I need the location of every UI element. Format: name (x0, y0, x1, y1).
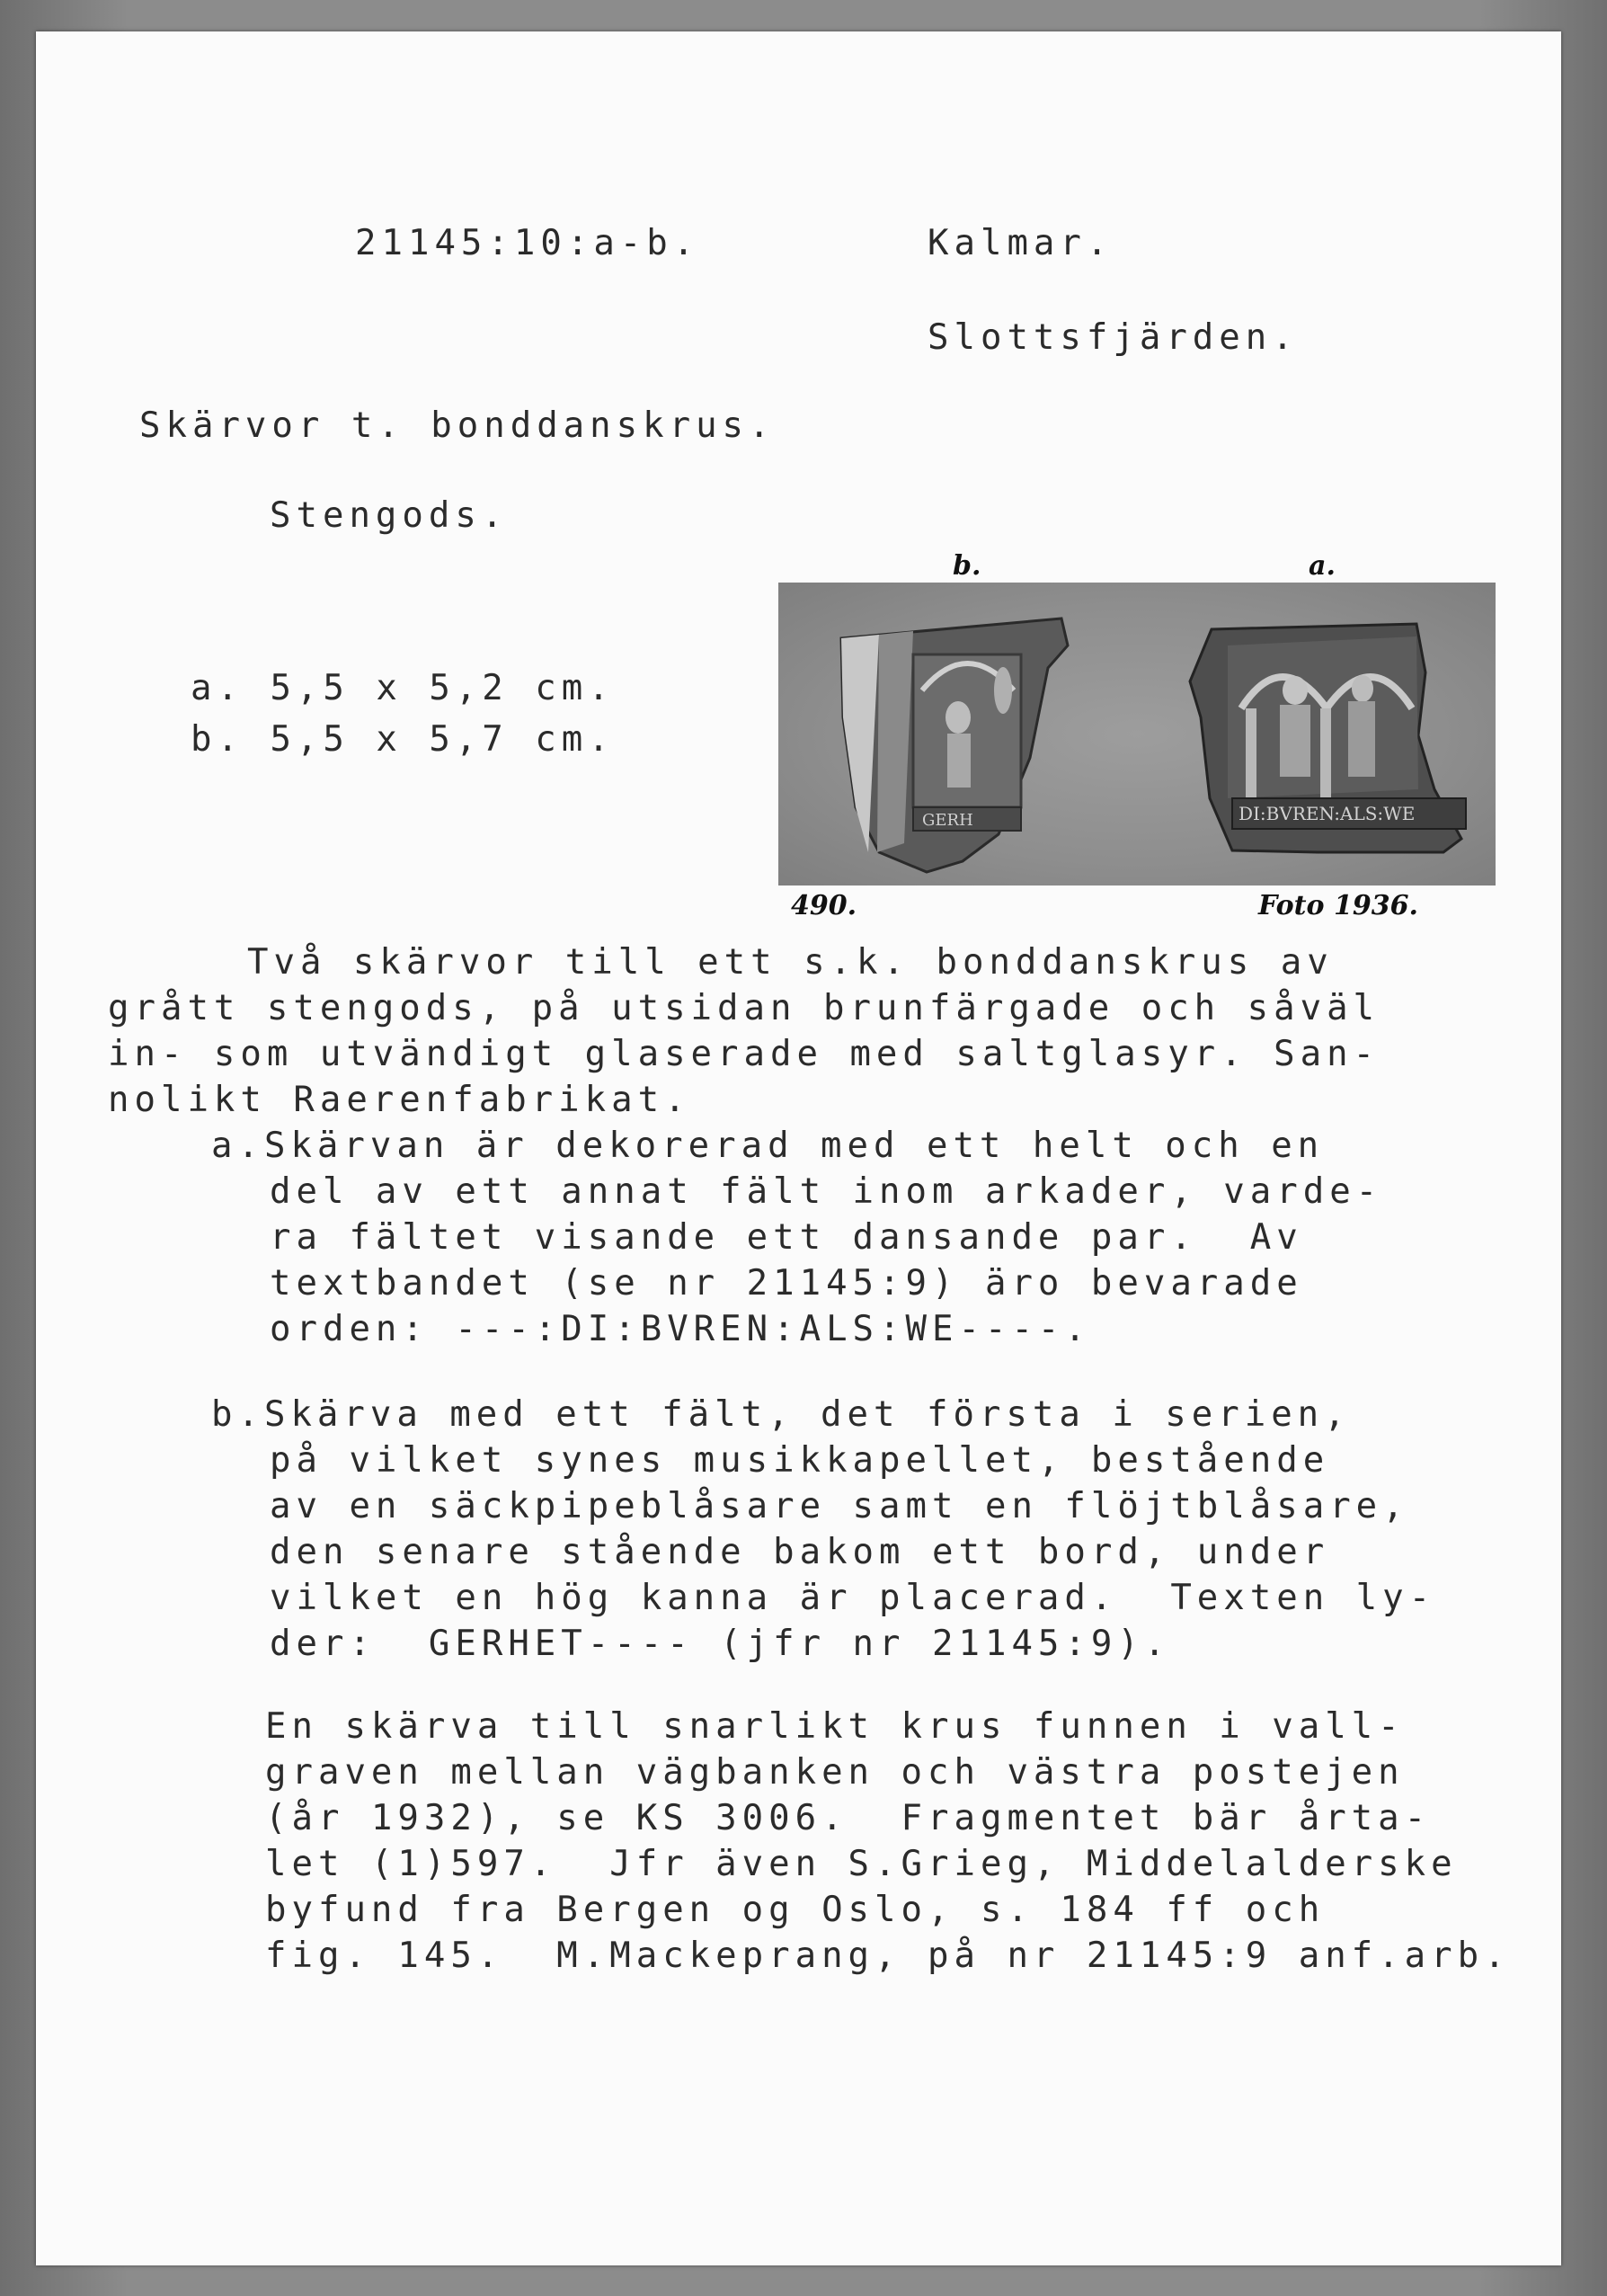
part-a-line-1: a.Skärvan är dekorerad med ett helt och en (211, 1126, 1325, 1166)
intro-line-2: grått stengods, på utsidan brunfärgade och såväl (108, 988, 1381, 1028)
part-b-line-3: av en säckpipeblåsare samt en flöjtblåsare, (270, 1486, 1409, 1526)
note-line-2: graven mellan vägbanken och västra postejen (265, 1752, 1405, 1793)
part-b-line-6: der: GERHET---- (jfr nr 21145:9). (270, 1624, 1171, 1664)
sherd-b (841, 618, 1068, 872)
catalog-number: 21145:10:a-b. (355, 223, 700, 263)
intro-line-1: Två skärvor till ett s.k. bonddanskrus av (247, 942, 1334, 983)
sherds-photograph (778, 583, 1496, 885)
photo-label-a: a. (1309, 550, 1336, 582)
sherd-a-band-text: DI:BVREN:ALS:WE (1239, 803, 1416, 824)
size-b: b. 5,5 x 5,7 cm. (191, 719, 615, 760)
note-line-4: let (1)597. Jfr även S.Grieg, Middelalderske (265, 1844, 1458, 1884)
intro-line-3: in- som utvändigt glaserade med saltglasyr. San- (108, 1034, 1381, 1074)
intro-line-4: nolikt Raerenfabrikat. (108, 1080, 691, 1120)
object-title: Skärvor t. bonddanskrus. (139, 405, 776, 446)
part-a-line-2: del av ett annat fält inom arkader, varde- (270, 1171, 1383, 1212)
sherd-a (1190, 624, 1466, 852)
part-b-line-1: b.Skärva med ett fält, det första i serien, (211, 1394, 1351, 1435)
site: Slottsfjärden. (928, 317, 1299, 358)
size-a: a. 5,5 x 5,2 cm. (191, 668, 615, 708)
photo-number: 490. (791, 890, 857, 921)
part-a-line-3: ra fältet visande ett dansande par. Av (270, 1217, 1303, 1258)
part-a-line-5: orden: ---:DI:BVREN:ALS:WE----. (270, 1309, 1091, 1349)
photo-label-b: b. (953, 550, 981, 582)
part-a-line-4: textbandet (se nr 21145:9) äro bevarade (270, 1263, 1303, 1304)
material: Stengods. (270, 495, 509, 536)
part-b-line-4: den senare stående bakom ett bord, under (270, 1532, 1330, 1572)
note-line-5: byfund fra Bergen og Oslo, s. 184 ff och (265, 1890, 1326, 1930)
part-b-line-5: vilket en hög kanna är placerad. Texten ly- (270, 1578, 1436, 1618)
part-b-line-2: på vilket synes musikkapellet, bestående (270, 1440, 1330, 1481)
note-line-3: (år 1932), se KS 3006. Fragmentet bär årta- (265, 1798, 1432, 1838)
photo-year: Foto 1936. (1258, 890, 1418, 921)
note-line-6: fig. 145. M.Mackeprang, på nr 21145:9 anf.arb. (265, 1936, 1511, 1976)
place: Kalmar. (928, 223, 1114, 263)
note-line-1: En skärva till snarlikt krus funnen i vall- (265, 1706, 1405, 1747)
sherd-b-band-text: GERH (922, 811, 973, 830)
